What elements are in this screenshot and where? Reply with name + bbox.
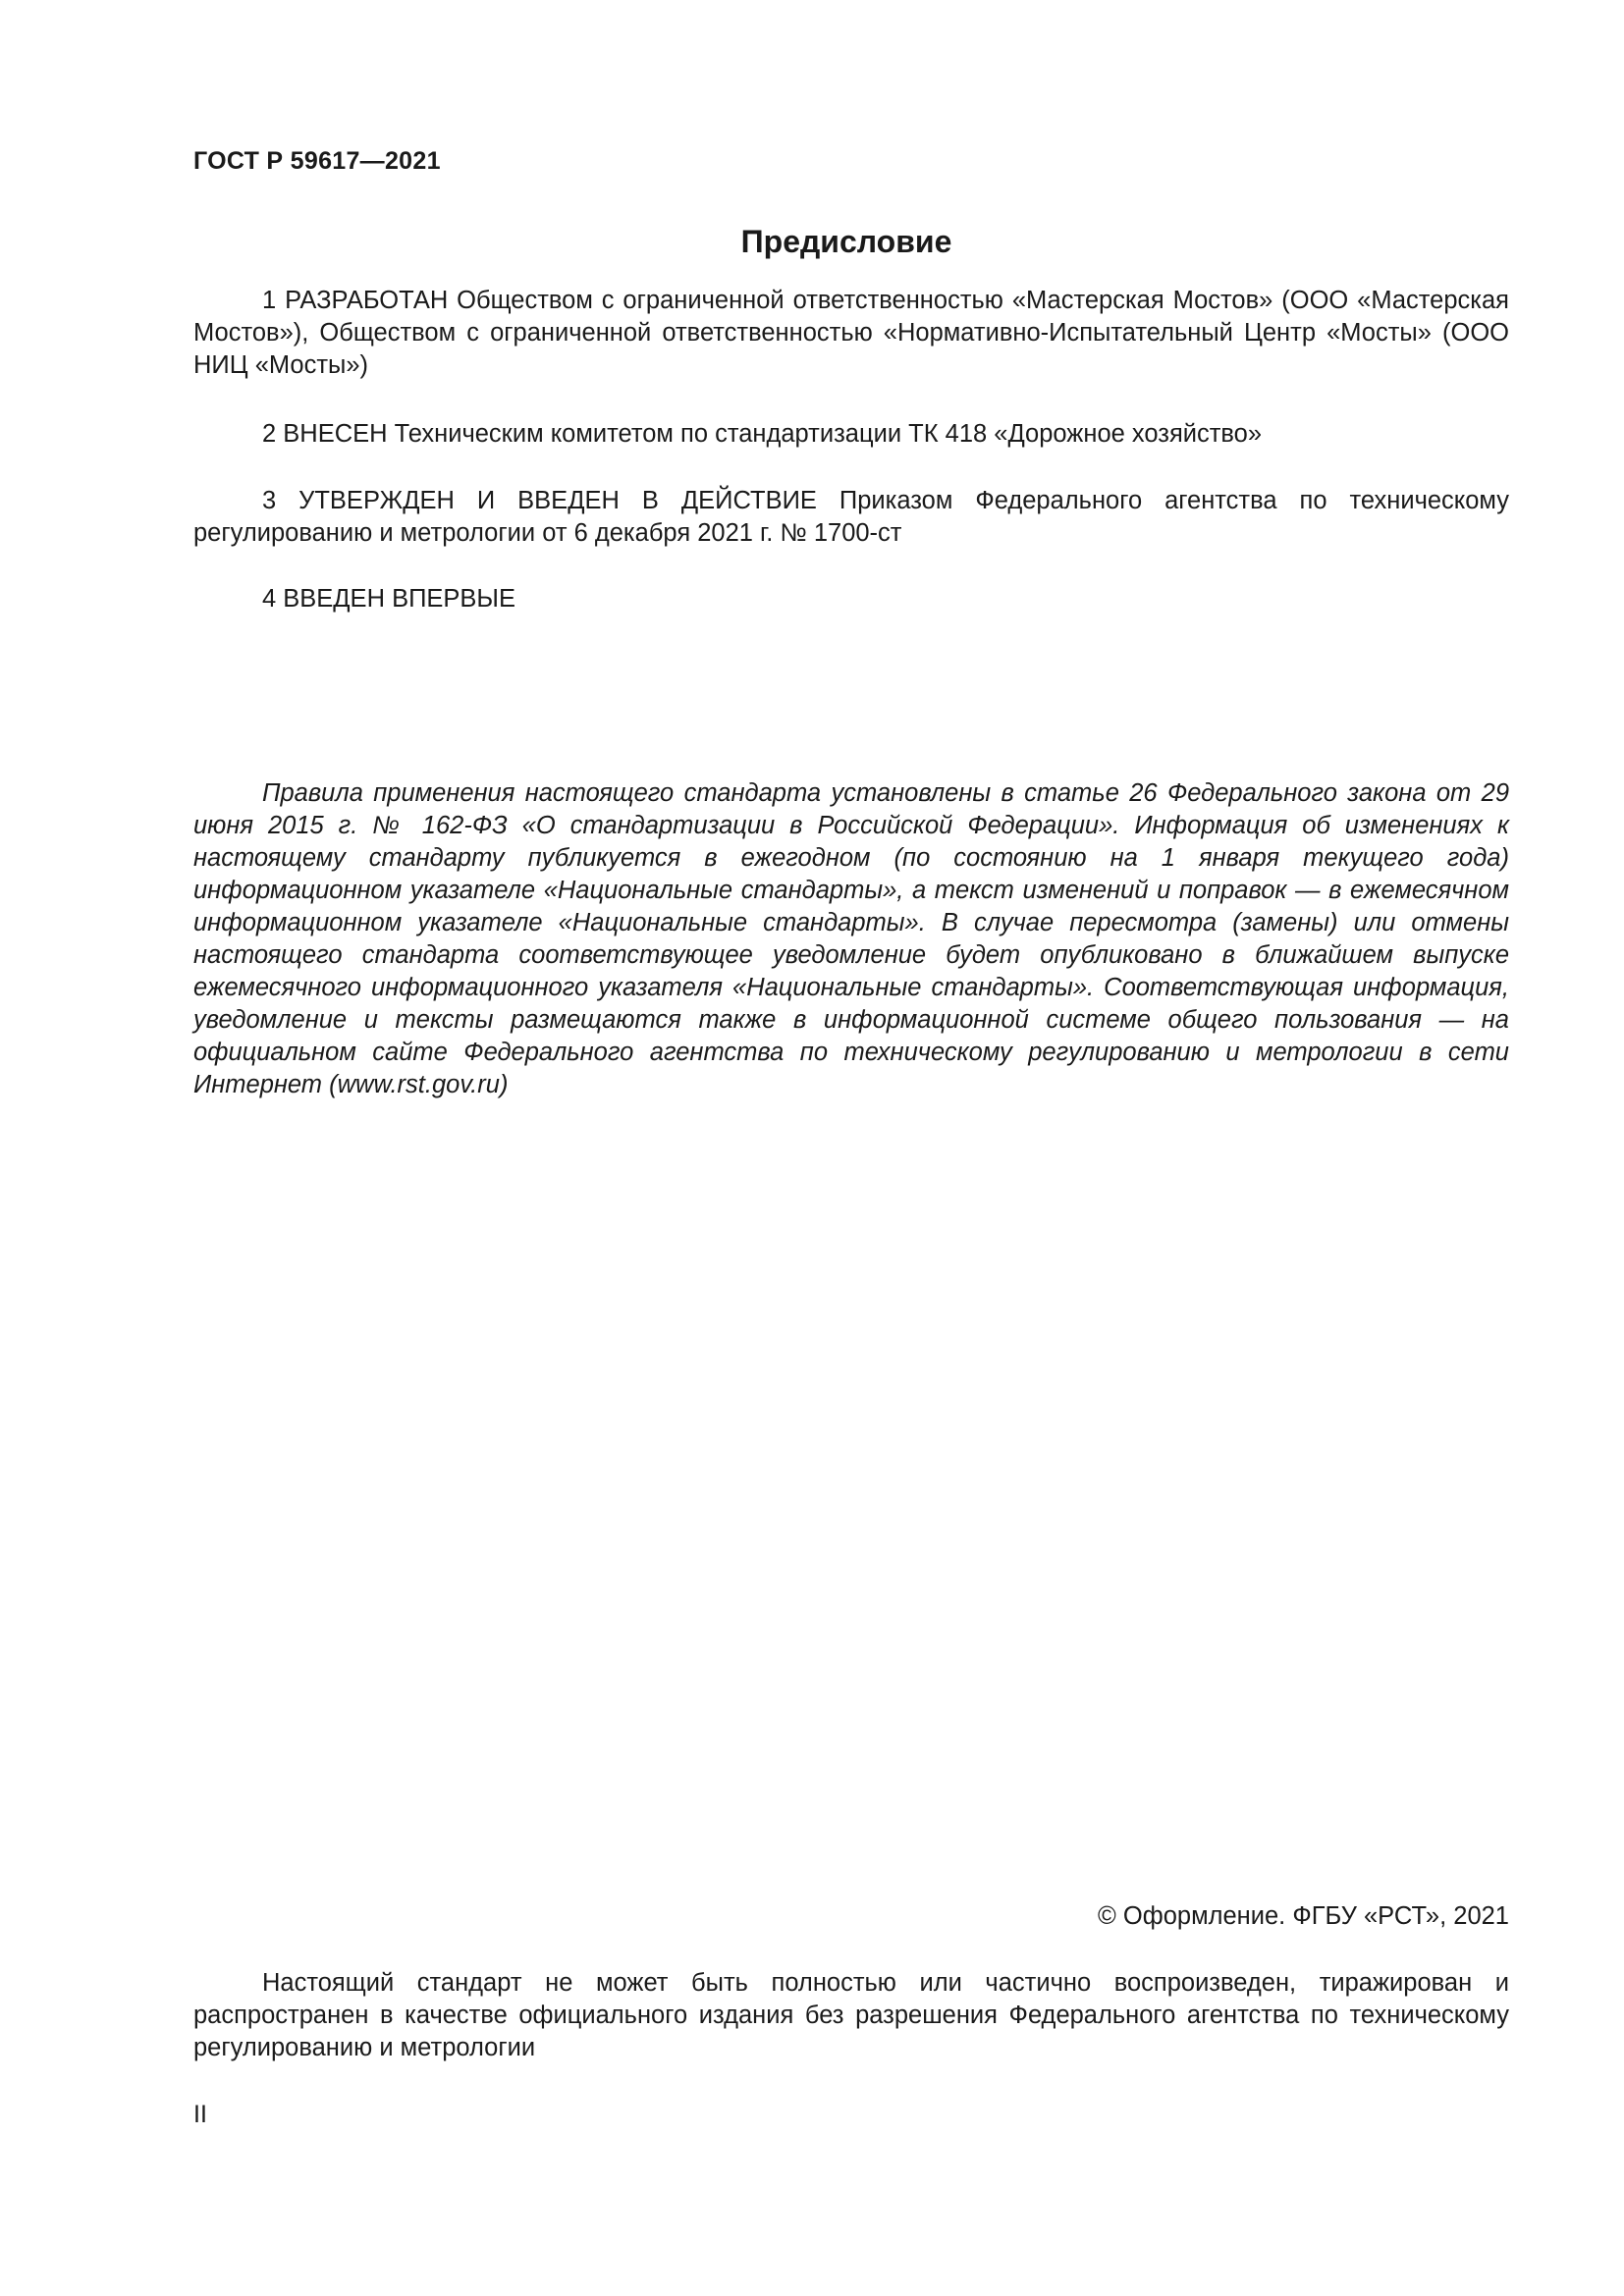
page-title: Предисловие bbox=[740, 224, 952, 259]
preface-item-1 bbox=[193, 285, 1509, 382]
preface-item-3 bbox=[193, 485, 1509, 550]
application-notice-text: Правила применения настоящего стандарта установлены в статье 26 Федерального закона от 29 июня 2015 г. № 162-ФЗ «О стандартизации в Российской Федерации». Информация об изменениях к настоящему стандарту публикуется в ежегодном (по состоянию на 1 января текущего года) информационном указателе «Национальные стандарты», а текст изменений и поправок — в ежемесячном информационном указателе «Национальные стандарты». В случае пересмотра (замены) или отмены настоящего стандарта соответствующее уведомление будет опубликовано в ближайшем выпуске ежемесячного информационного указателя «Национальные стандарты». Соответствующая информация, уведомление и тексты размещаются также в информационной системе общего пользования — на официальном сайте Федерального агентства по техническому регулированию и метрологии в сети Интернет (www.rst.gov.ru) bbox=[193, 779, 1509, 1098]
legal-notice-text: Настоящий стандарт не может быть полностью или частично воспроизведен, тиражирован и распространен в качестве официального издания без разрешения Федерального агентства по техническому регулированию и метрологии bbox=[193, 1969, 1509, 2061]
preface-item-3-text: 3 УТВЕРЖДЕН И ВВЕДЕН В ДЕЙСТВИЕ Приказом Федерального агентства по техническому регулированию и метрологии от 6 декабря 2021 г. № 1700-ст bbox=[193, 487, 1509, 547]
preface-item-1-text: 1 РАЗРАБОТАН Обществом с ограниченной ответственностью «Мастерская Мостов» (ООО «Мастерская Мостов»), Обществом с ограниченной ответственностью «Нормативно-Испытательный Центр «Мосты» (ООО НИЦ «Мосты») bbox=[193, 287, 1509, 379]
preface-item-2-text: 2 ВНЕСЕН Техническим комитетом по стандартизации ТК 418 «Дорожное хозяйство» bbox=[262, 420, 1263, 448]
preface-item-2 bbox=[193, 418, 1509, 451]
legal-notice bbox=[193, 1967, 1509, 2064]
preface-item-4 bbox=[193, 583, 1509, 615]
application-notice bbox=[193, 777, 1509, 1101]
document-code: ГОСТ Р 59617—2021 bbox=[193, 147, 441, 175]
copyright-line: © Оформление. ФГБУ «РСТ», 2021 bbox=[1098, 1902, 1509, 1930]
page-number: II bbox=[193, 2101, 207, 2128]
preface-item-4-text: 4 ВВЕДЕН ВПЕРВЫЕ bbox=[262, 585, 516, 613]
